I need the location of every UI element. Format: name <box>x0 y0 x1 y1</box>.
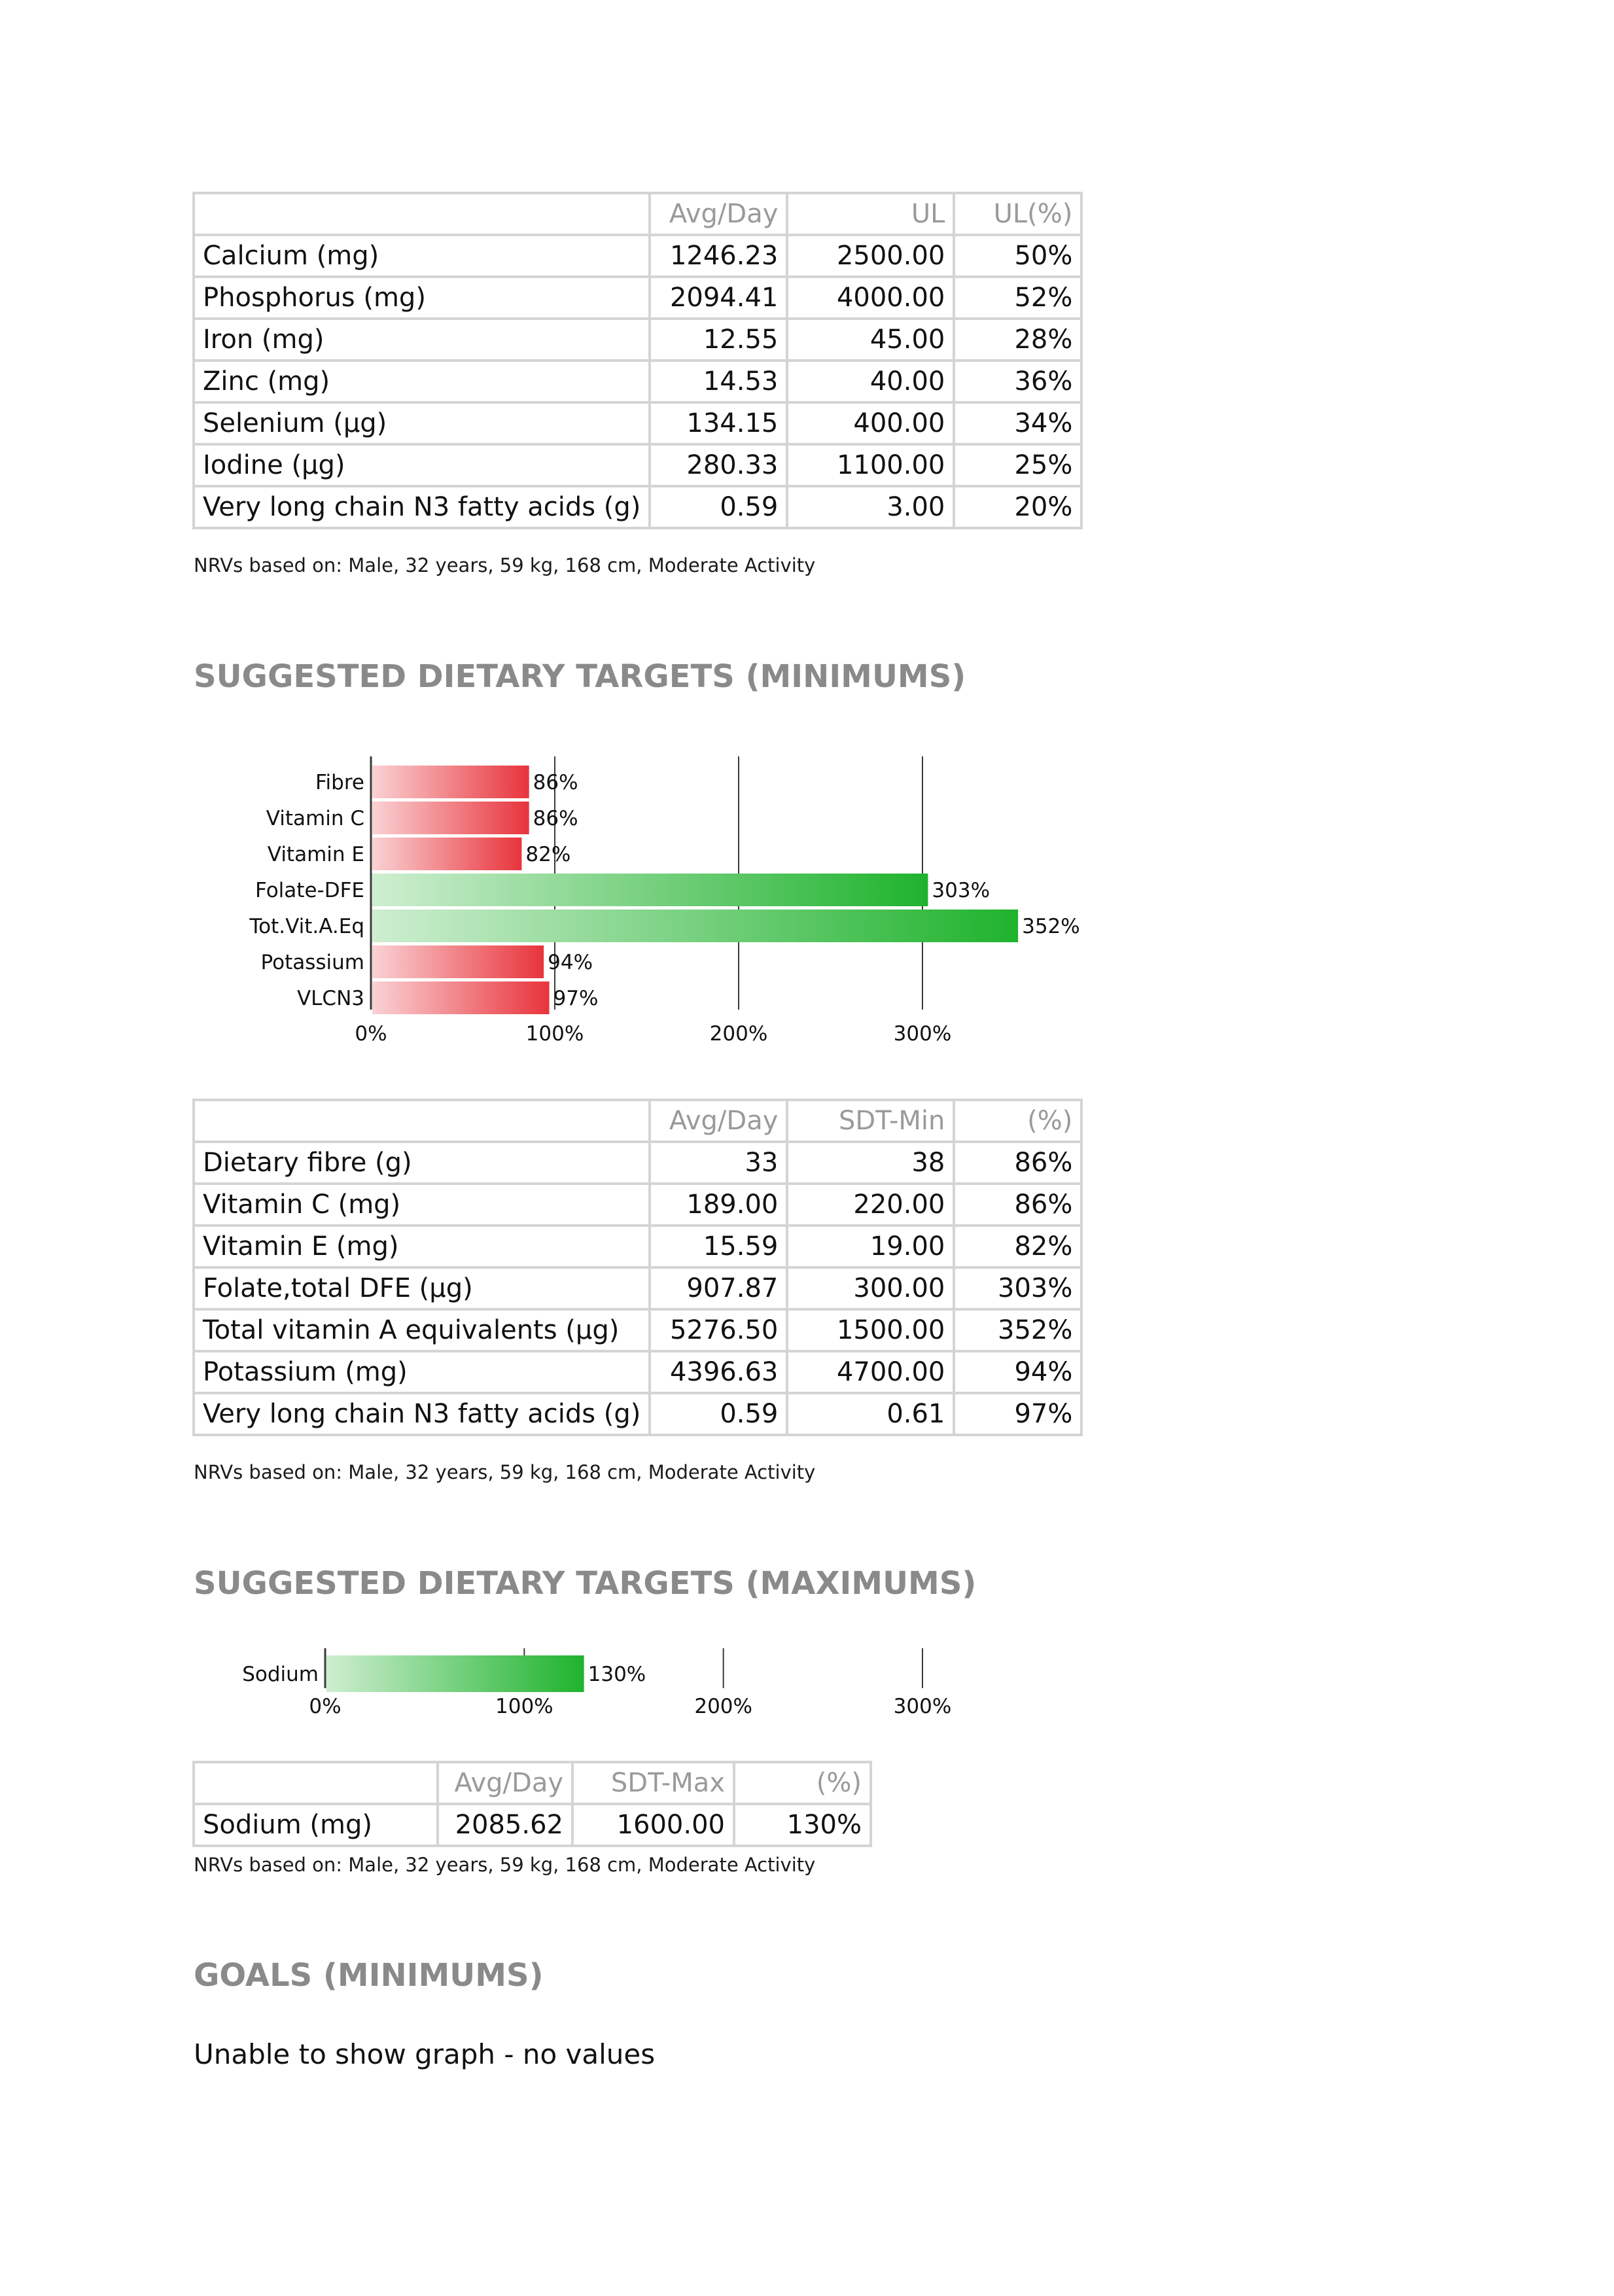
sdt-max-chart <box>0 1639 1145 1724</box>
value-cell: 19.00 <box>787 1226 954 1267</box>
value-cell: 1246.23 <box>650 235 787 277</box>
sdt-max-table-row <box>194 1804 871 1846</box>
value-cell: 20% <box>954 486 1081 528</box>
value-cell: 82% <box>954 1226 1081 1267</box>
value-cell: 45.00 <box>787 319 954 361</box>
nutrient-name-cell: Calcium (mg) <box>194 235 650 277</box>
table-header-row <box>194 1762 871 1804</box>
value-cell: 907.87 <box>650 1267 787 1309</box>
header-cell: UL <box>787 193 954 235</box>
header-cell: SDT-Max <box>572 1762 734 1804</box>
nutrient-name-cell: Vitamin C (mg) <box>194 1184 650 1226</box>
nutrient-name-cell: Iodine (µg) <box>194 444 650 486</box>
category-label: Fibre <box>315 771 364 794</box>
value-cell: 2094.41 <box>650 277 787 319</box>
value-label: 130% <box>588 1663 646 1686</box>
bar <box>326 1655 584 1692</box>
value-label: 94% <box>548 951 593 974</box>
category-label: Folate-DFE <box>254 879 364 902</box>
sdt-min-title: SUGGESTED DIETARY TARGETS (MINIMUMS) <box>194 658 966 695</box>
value-cell: 352% <box>954 1309 1081 1351</box>
value-cell: 34% <box>954 402 1081 444</box>
value-cell: 303% <box>954 1267 1081 1309</box>
value-cell: 2500.00 <box>787 235 954 277</box>
value-cell: 36% <box>954 361 1081 402</box>
nutrient-name-cell: Selenium (µg) <box>194 402 650 444</box>
value-cell: 0.59 <box>650 486 787 528</box>
bar <box>372 945 544 978</box>
value-cell: 2085.62 <box>438 1804 572 1846</box>
category-label: Vitamin C <box>266 807 364 830</box>
table-header-row <box>194 1100 1081 1142</box>
category-label: Tot.Vit.A.Eq <box>249 915 364 938</box>
value-cell: 97% <box>954 1393 1081 1435</box>
value-cell: 86% <box>954 1184 1081 1226</box>
value-cell: 130% <box>734 1804 871 1846</box>
x-tick-label: 0% <box>309 1695 342 1718</box>
nutrient-name-cell: Iron (mg) <box>194 319 650 361</box>
value-label: 86% <box>533 807 578 830</box>
value-label: 97% <box>553 987 599 1010</box>
header-cell: UL(%) <box>954 193 1081 235</box>
nutrient-name-cell: Very long chain N3 fatty acids (g) <box>194 1393 650 1435</box>
nutrient-name-cell: Potassium (mg) <box>194 1351 650 1393</box>
value-cell: 400.00 <box>787 402 954 444</box>
nutrient-name-cell: Folate,total DFE (µg) <box>194 1267 650 1309</box>
value-cell: 94% <box>954 1351 1081 1393</box>
value-cell: 25% <box>954 444 1081 486</box>
value-cell: 4000.00 <box>787 277 954 319</box>
ul-note: NRVs based on: Male, 32 years, 59 kg, 168 cm, Moderate Activity <box>194 554 816 576</box>
table-header-row <box>194 193 1081 235</box>
value-label: 303% <box>932 879 991 902</box>
header-cell-blank <box>194 1100 650 1142</box>
ul-table-row <box>194 361 1081 402</box>
value-cell: 1100.00 <box>787 444 954 486</box>
value-label: 352% <box>1022 915 1080 938</box>
category-label: Sodium <box>242 1663 319 1686</box>
header-cell-blank <box>194 1762 438 1804</box>
ul-table-row <box>194 402 1081 444</box>
value-cell: 280.33 <box>650 444 787 486</box>
category-label: Vitamin E <box>267 843 364 866</box>
ul-table-row <box>194 277 1081 319</box>
value-cell: 1600.00 <box>572 1804 734 1846</box>
x-tick-label: 100% <box>525 1022 584 1046</box>
ul-table-row <box>194 235 1081 277</box>
value-cell: 220.00 <box>787 1184 954 1226</box>
category-label: Potassium <box>260 951 364 974</box>
value-cell: 189.00 <box>650 1184 787 1226</box>
header-cell: (%) <box>954 1100 1081 1142</box>
sdt-max-title: SUGGESTED DIETARY TARGETS (MAXIMUMS) <box>194 1565 977 1602</box>
value-cell: 1500.00 <box>787 1309 954 1351</box>
ul-table-row <box>194 319 1081 361</box>
ul-table <box>192 192 1083 529</box>
value-label: 82% <box>525 843 571 866</box>
sdt-min-table-row <box>194 1393 1081 1435</box>
value-cell: 33 <box>650 1142 787 1184</box>
sdt-min-note: NRVs based on: Male, 32 years, 59 kg, 168 cm, Moderate Activity <box>194 1461 816 1483</box>
ul-table-row <box>194 486 1081 528</box>
sdt-min-table-row <box>194 1309 1081 1351</box>
nutrient-name-cell: Sodium (mg) <box>194 1804 438 1846</box>
ul-table-row <box>194 444 1081 486</box>
x-tick-label: 100% <box>495 1695 553 1718</box>
value-cell: 28% <box>954 319 1081 361</box>
nutrient-name-cell: Very long chain N3 fatty acids (g) <box>194 486 650 528</box>
value-cell: 12.55 <box>650 319 787 361</box>
value-cell: 300.00 <box>787 1267 954 1309</box>
header-cell: Avg/Day <box>650 1100 787 1142</box>
nutrient-name-cell: Dietary fibre (g) <box>194 1142 650 1184</box>
sdt-max-table <box>192 1761 872 1847</box>
x-tick-label: 200% <box>694 1695 752 1718</box>
header-cell: Avg/Day <box>650 193 787 235</box>
header-cell: Avg/Day <box>438 1762 572 1804</box>
x-tick-label: 200% <box>709 1022 768 1046</box>
value-cell: 50% <box>954 235 1081 277</box>
x-tick-label: 300% <box>893 1022 952 1046</box>
bar <box>372 802 529 834</box>
bar <box>372 910 1018 942</box>
value-cell: 5276.50 <box>650 1309 787 1351</box>
sdt-min-table <box>192 1099 1083 1436</box>
value-cell: 52% <box>954 277 1081 319</box>
category-label: VLCN3 <box>296 987 364 1010</box>
value-cell: 0.61 <box>787 1393 954 1435</box>
goals-message: Unable to show graph - no values <box>194 2038 656 2070</box>
value-cell: 4396.63 <box>650 1351 787 1393</box>
header-cell: SDT-Min <box>787 1100 954 1142</box>
sdt-min-table-row <box>194 1351 1081 1393</box>
sdt-min-chart <box>0 746 1145 1053</box>
bar <box>372 766 529 798</box>
header-cell: (%) <box>734 1762 871 1804</box>
bar <box>372 874 928 906</box>
value-cell: 134.15 <box>650 402 787 444</box>
x-tick-label: 0% <box>355 1022 387 1046</box>
value-label: 86% <box>533 771 578 794</box>
nutrient-name-cell: Zinc (mg) <box>194 361 650 402</box>
value-cell: 15.59 <box>650 1226 787 1267</box>
value-cell: 38 <box>787 1142 954 1184</box>
sdt-max-note: NRVs based on: Male, 32 years, 59 kg, 168 cm, Moderate Activity <box>194 1854 816 1876</box>
value-cell: 40.00 <box>787 361 954 402</box>
header-cell-blank <box>194 193 650 235</box>
bar <box>372 838 521 870</box>
value-cell: 86% <box>954 1142 1081 1184</box>
sdt-min-table-row <box>194 1267 1081 1309</box>
x-tick-label: 300% <box>893 1695 952 1718</box>
value-cell: 4700.00 <box>787 1351 954 1393</box>
value-cell: 3.00 <box>787 486 954 528</box>
bar <box>372 981 550 1014</box>
value-cell: 14.53 <box>650 361 787 402</box>
sdt-min-table-row <box>194 1226 1081 1267</box>
sdt-min-table-row <box>194 1184 1081 1226</box>
nutrient-name-cell: Total vitamin A equivalents (µg) <box>194 1309 650 1351</box>
nutrient-name-cell: Vitamin E (mg) <box>194 1226 650 1267</box>
goals-title: GOALS (MINIMUMS) <box>194 1957 544 1994</box>
sdt-min-table-row <box>194 1142 1081 1184</box>
value-cell: 0.59 <box>650 1393 787 1435</box>
nutrient-name-cell: Phosphorus (mg) <box>194 277 650 319</box>
